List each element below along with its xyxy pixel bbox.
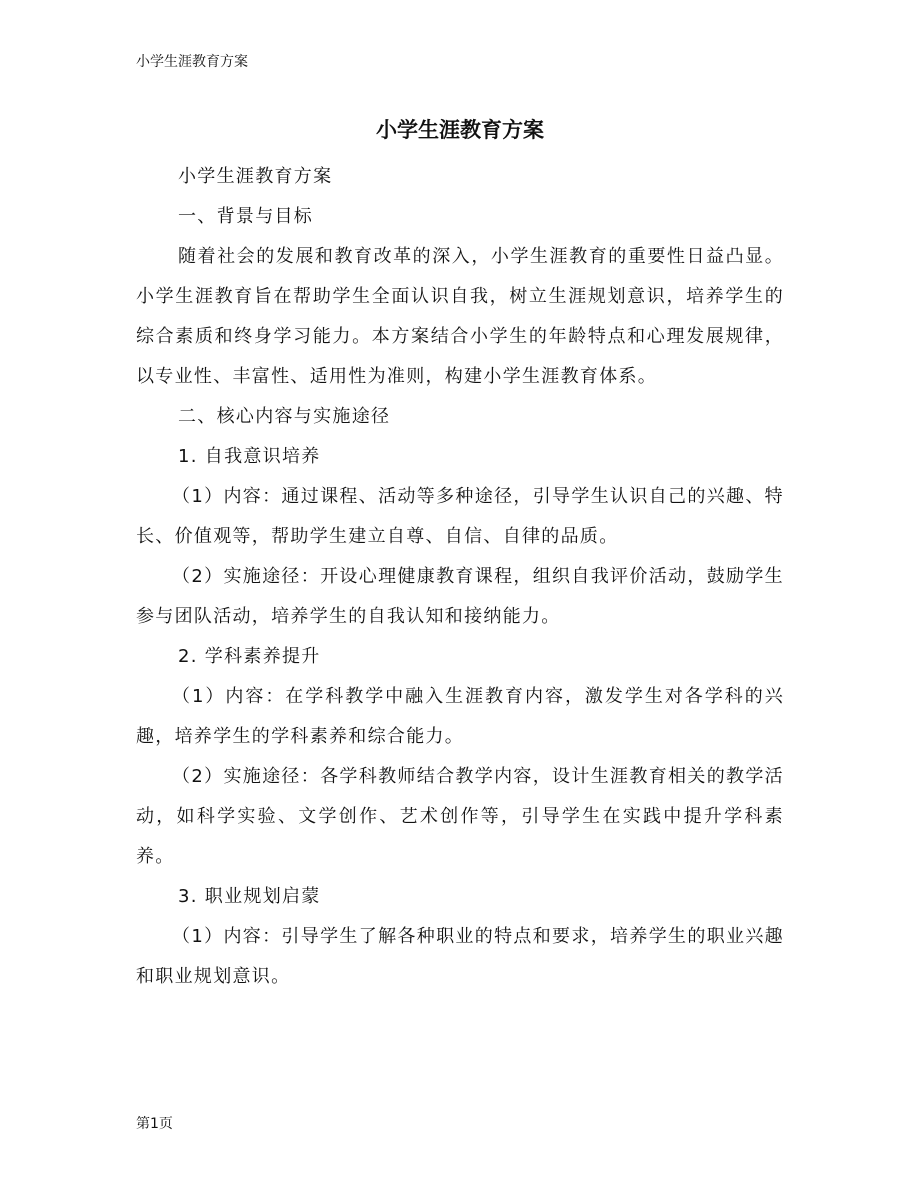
subheading-self-awareness: 1. 自我意识培养 bbox=[178, 446, 321, 467]
section-heading-core-content: 二、核心内容与实施途径 bbox=[178, 406, 391, 427]
page-number: 第1页 bbox=[136, 1116, 173, 1132]
background-paragraph: 随着社会的发展和教育改革的深入，小学生涯教育的重要性日益凸显。小学生涯教育旨在帮助学生全面认识自我，树立生涯规划意识，培养学生的综合素质和终身学习能力。本方案结合小学生的年龄特点和心理发展规律，以专业性、丰富性、适用性为准则，构建小学生涯教育体系。 bbox=[136, 246, 784, 387]
subheading-subject-literacy: 2. 学科素养提升 bbox=[178, 646, 321, 667]
document-body bbox=[136, 157, 784, 997]
section-heading-background: 一、背景与目标 bbox=[178, 206, 314, 227]
subheading-career-planning: 3. 职业规划启蒙 bbox=[178, 886, 321, 907]
self-awareness-approach: （2）实施途径：开设心理健康教育课程，组织自我评价活动，鼓励学生参与团队活动，培养学生的自我认知和接纳能力。 bbox=[136, 566, 784, 627]
self-awareness-content: （1）内容：通过课程、活动等多种途径，引导学生认识自己的兴趣、特长、价值观等，帮助学生建立自尊、自信、自律的品质。 bbox=[136, 486, 784, 547]
subject-literacy-approach: （2）实施途径：各学科教师结合教学内容，设计生涯教育相关的教学活动，如科学实验、文学创作、艺术创作等，引导学生在实践中提升学科素养。 bbox=[136, 766, 784, 867]
subject-literacy-content: （1）内容：在学科教学中融入生涯教育内容，激发学生对各学科的兴趣，培养学生的学科素养和综合能力。 bbox=[136, 686, 784, 747]
document-title: 小学生涯教育方案 bbox=[376, 118, 544, 142]
page-header: 小学生涯教育方案 bbox=[136, 54, 248, 70]
subtitle-paragraph: 小学生涯教育方案 bbox=[178, 166, 333, 187]
career-planning-content: （1）内容：引导学生了解各种职业的特点和要求，培养学生的职业兴趣和职业规划意识。 bbox=[136, 926, 784, 987]
